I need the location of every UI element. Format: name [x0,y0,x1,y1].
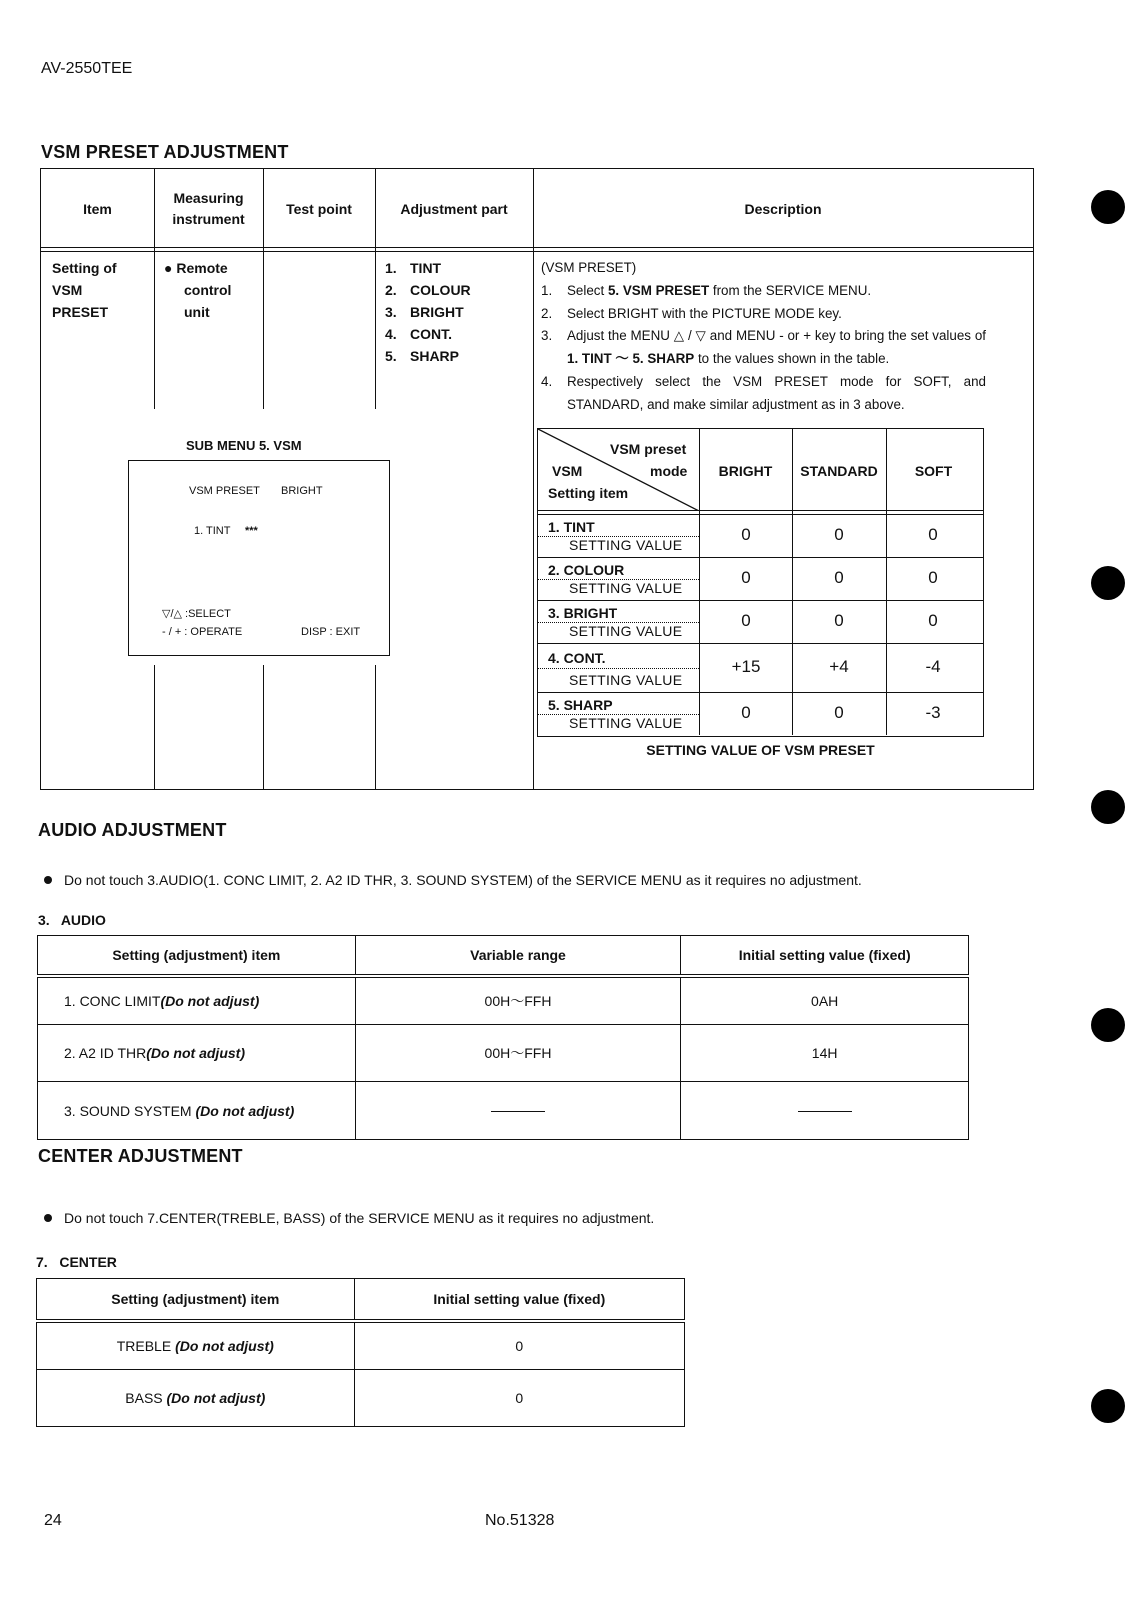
document-number: No.51328 [485,1512,555,1529]
list-item: 3. BRIGHT [385,304,464,320]
bullet-icon [44,1214,52,1222]
table-row: 2. A2 ID THR(Do not adjust) 00H～FFH 14H [38,1025,969,1082]
vsm-section-title: VSM PRESET ADJUSTMENT [41,142,289,162]
item-cell: Setting of VSM PRESET [52,260,117,320]
mode-header-bright: BRIGHT [718,463,773,479]
header-measuring-instrument: Measuring instrument [172,190,245,227]
description-heading: (VSM PRESET) [541,260,637,275]
sub-menu-tint-value: *** [245,525,258,537]
corner-mid-left-label: VSM [552,463,583,479]
table-row: TREBLE (Do not adjust) 0 [37,1321,685,1370]
center-table [36,1278,685,1427]
model-number: AV-2550TEE [41,60,133,77]
table-row: 3. SOUND SYSTEM (Do not adjust) [38,1082,969,1140]
col-divider [263,665,264,789]
center-subhead: 7. CENTER [36,1254,117,1270]
header-item: Item [83,200,112,217]
list-item: 2. COLOUR [385,282,471,298]
header-setting-item: Setting (adjustment) item [38,936,356,976]
description-step: 3. Adjust the MENU △ / ▽ and MENU - or + key to bring the set values of 1. TINT ～ 5. SHARP to the values shown in the table. [541,328,986,367]
table-header-row [37,1279,685,1321]
sub-menu-select-hint: ▽/△ :SELECT [162,608,231,620]
mode-header-standard: STANDARD [800,463,878,479]
description-text [541,257,986,417]
adjustment-parts-list [385,257,471,367]
header-initial-value: Initial setting value (fixed) [354,1279,684,1321]
sub-menu-exit-hint: DISP : EXIT [301,626,361,638]
table-row: 5. SHARP SETTING VALUE 0 0 -3 [548,697,941,731]
table-row: 4. CONT. SETTING VALUE +15 +4 -4 [538,644,983,692]
instrument-cell: ● Remote control unit [164,260,232,320]
binding-hole-icon [1091,566,1125,600]
table-row: 2. COLOUR SETTING VALUE 0 0 0 [538,558,983,600]
audio-note: Do not touch 3.AUDIO(1. CONC LIMIT, 2. A2 ID THR, 3. SOUND SYSTEM) of the SERVICE MENU as it requires no adjustment. [44,872,862,888]
table-header-row [38,936,969,976]
audio-section-title: AUDIO ADJUSTMENT [38,820,227,840]
sub-menu-mode-value: BRIGHT [281,485,323,497]
header-setting-item: Setting (adjustment) item [37,1279,355,1321]
description-step: 1. Select 5. VSM PRESET from the SERVICE MENU. [541,282,872,298]
corner-top-label: VSM preset [610,441,687,457]
dash-line [798,1111,852,1112]
binding-hole-icon [1091,790,1125,824]
header-test-point: Test point [286,200,352,217]
page-number: 24 [44,1512,62,1529]
binding-hole-icon [1091,1389,1125,1423]
binding-hole-icon [1091,1008,1125,1042]
header-adjustment-part: Adjustment part [400,200,508,217]
corner-bottom-label: Setting item [548,485,629,501]
table-row: BASS (Do not adjust) 0 [37,1370,685,1427]
header-separator [41,247,1033,252]
sub-menu-title: SUB MENU 5. VSM [186,438,302,453]
bullet-icon: ● [164,260,173,276]
center-note: Do not touch 7.CENTER(TREBLE, BASS) of the SERVICE MENU as it requires no adjustment. [44,1210,654,1226]
description-step: 4. Respectively select the VSM PRESET mode for SOFT, and STANDARD, and make similar adjustment as in 3 above. [541,373,986,412]
center-section-title: CENTER ADJUSTMENT [38,1146,243,1166]
header-variable-range: Variable range [355,936,681,976]
description-step: 2. Select BRIGHT with the PICTURE MODE key. [541,305,842,321]
table-row: 1. TINT SETTING VALUE 0 0 0 [538,515,983,557]
corner-mid-right-label: mode [650,463,688,479]
sub-menu-mode-label: VSM PRESET [189,485,260,497]
audio-subhead: 3. AUDIO [38,912,106,928]
table-row: 3. BRIGHT SETTING VALUE 0 0 0 [538,601,983,643]
sub-menu-operate-hint: - / + : OPERATE [162,626,243,638]
sub-menu-tint: 1. TINT [194,525,231,537]
list-item: 4. CONT. [385,326,452,342]
mode-header-soft: SOFT [914,463,953,479]
col-divider [375,665,376,789]
preset-table-caption: SETTING VALUE OF VSM PRESET [646,742,875,758]
audio-table [37,935,969,1140]
col-divider [533,169,534,789]
header-initial-value: Initial setting value (fixed) [681,936,969,976]
header-description: Description [744,200,822,217]
dash-line [491,1111,545,1112]
sub-menu-screen [128,460,390,656]
table-row: 1. CONC LIMIT(Do not adjust) 00H～FFH 0AH [38,976,969,1025]
bullet-icon [44,876,52,884]
vsm-preset-table [537,428,984,737]
list-item: 1. TINT [385,260,442,276]
col-divider [154,665,155,789]
binding-hole-icon [1091,190,1125,224]
list-item: 5. SHARP [385,348,460,364]
